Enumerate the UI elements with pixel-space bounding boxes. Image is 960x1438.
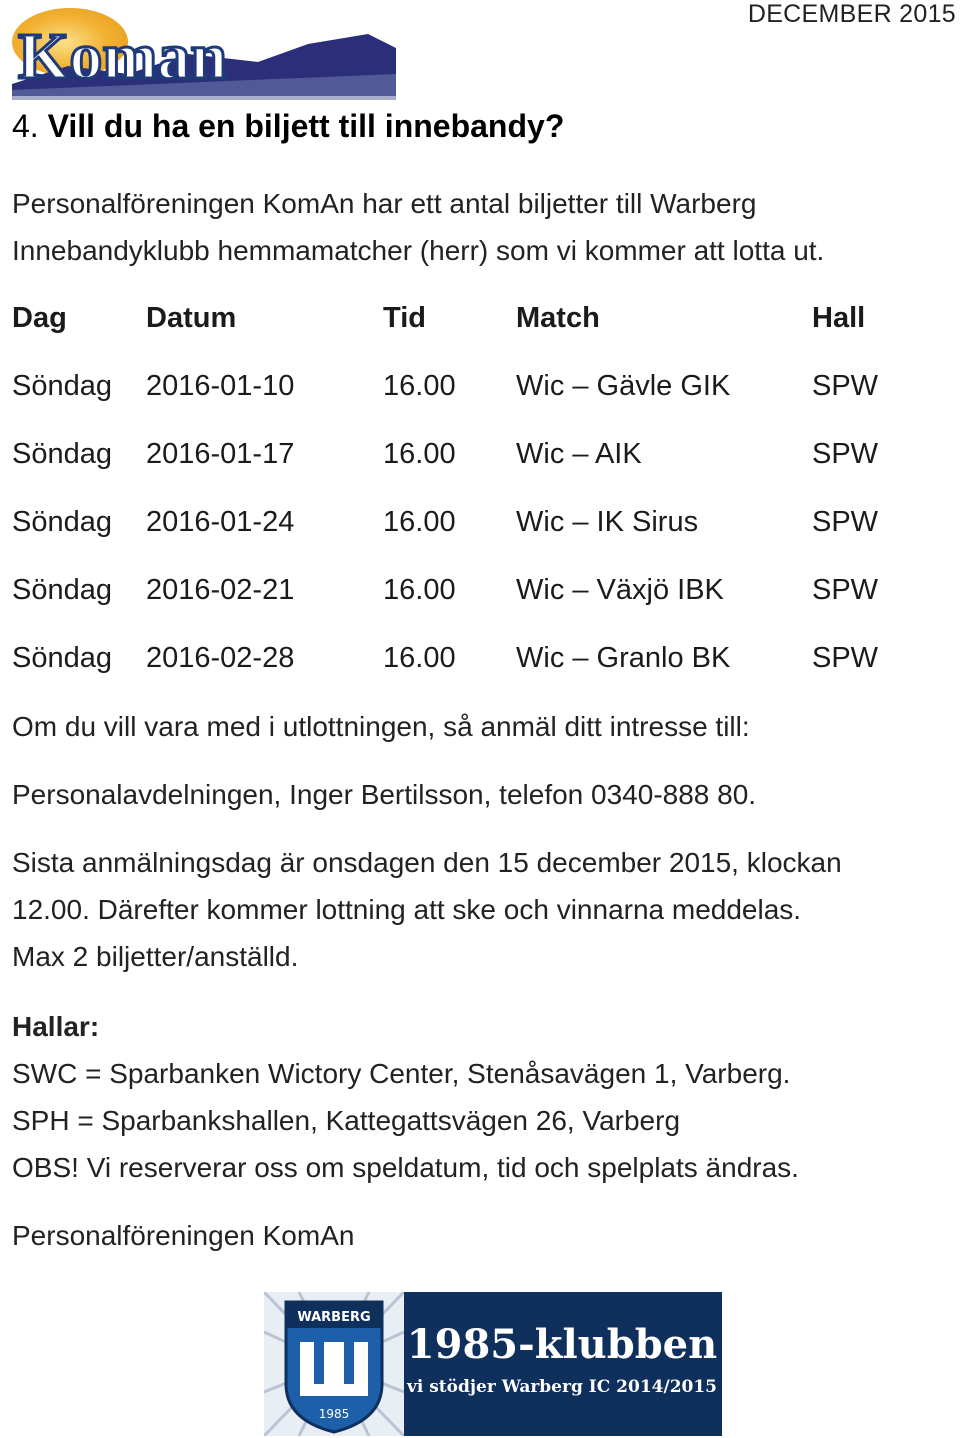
- cell-day: Söndag: [12, 642, 112, 674]
- intro-line: Personalföreningen KomAn har ett antal biljetter till Warberg: [12, 188, 757, 219]
- cell-hall: SPW: [812, 506, 879, 538]
- badge-top-text: WARBERG: [297, 1310, 371, 1325]
- svg-text:Koman: Koman: [18, 20, 228, 93]
- column-header-dag: Dag: [12, 302, 67, 334]
- cell-time: 16.00: [383, 506, 456, 538]
- column-header-hall: Hall: [812, 302, 866, 334]
- section-heading: [12, 108, 564, 145]
- heading-number: 4.: [12, 108, 39, 144]
- signup-line: Om du vill vara med i utlottningen, så anmäl ditt intresse till:: [12, 711, 750, 742]
- cell-time: 16.00: [383, 370, 456, 402]
- cell-match: Wic – Gävle GIK: [516, 370, 731, 402]
- column-header-datum: Datum: [146, 302, 237, 334]
- cell-date: 2016-01-24: [146, 506, 295, 538]
- club-subtitle-text: vi stödjer Warberg IC 2014/2015: [406, 1377, 718, 1397]
- document-date: DECEMBER 2015: [747, 0, 956, 28]
- cell-date: 2016-01-17: [146, 438, 295, 470]
- deadline-line: Max 2 biljetter/anställd.: [12, 941, 299, 972]
- koman-logo: [8, 4, 400, 102]
- cell-time: 16.00: [383, 642, 456, 674]
- hall-line: SWC = Sparbanken Wictory Center, Stenåsavägen 1, Varberg.: [12, 1058, 791, 1089]
- cell-match: Wic – Växjö IBK: [516, 574, 724, 606]
- deadline-line: Sista anmälningsdag är onsdagen den 15 december 2015, klockan: [12, 847, 842, 878]
- column-header-tid: Tid: [383, 302, 426, 334]
- cell-match: Wic – IK Sirus: [516, 506, 699, 538]
- intro-line: Innebandyklubb hemmamatcher (herr) som vi kommer att lotta ut.: [12, 235, 825, 266]
- cell-match: Wic – AIK: [516, 438, 642, 470]
- cell-date: 2016-01-10: [146, 370, 295, 402]
- notice-line: OBS! Vi reserverar oss om speldatum, tid och spelplats ändras.: [12, 1152, 799, 1183]
- signature: Personalföreningen KomAn: [12, 1220, 355, 1251]
- club-title-text: 1985-klubben: [406, 1321, 718, 1368]
- table-header-row: [12, 296, 952, 364]
- cell-day: Söndag: [12, 506, 112, 538]
- halls-title: Hallar:: [12, 1011, 100, 1042]
- heading-title: Vill du ha en biljett till innebandy?: [47, 108, 565, 144]
- cell-day: Söndag: [12, 370, 112, 402]
- hall-line: SPH = Sparbankshallen, Kattegattsvägen 26, Varberg: [12, 1105, 681, 1136]
- cell-hall: SPW: [812, 642, 879, 674]
- table-row: [12, 364, 952, 432]
- cell-date: 2016-02-21: [146, 574, 295, 606]
- cell-day: Söndag: [12, 438, 112, 470]
- table-row: [12, 568, 952, 636]
- cell-hall: SPW: [812, 438, 879, 470]
- deadline-line: 12.00. Därefter kommer lottning att ske och vinnarna meddelas.: [12, 894, 802, 925]
- table-row: [12, 636, 952, 704]
- badge-year-text: 1985: [318, 1407, 350, 1421]
- table-row: [12, 432, 952, 500]
- deadline-paragraph: [12, 839, 842, 980]
- cell-day: Söndag: [12, 574, 112, 606]
- halls-paragraph: [12, 1050, 799, 1191]
- club-1985-logo: [264, 1292, 722, 1436]
- cell-hall: SPW: [812, 574, 879, 606]
- intro-paragraph: [12, 180, 824, 274]
- table-row: [12, 500, 952, 568]
- koman-logo-text: [18, 20, 227, 93]
- match-schedule-table: [12, 296, 952, 704]
- cell-hall: SPW: [812, 370, 879, 402]
- cell-date: 2016-02-28: [146, 642, 295, 674]
- contact-line: Personalavdelningen, Inger Bertilsson, telefon 0340-888 80.: [12, 779, 757, 810]
- cell-match: Wic – Granlo BK: [516, 642, 731, 674]
- cell-time: 16.00: [383, 438, 456, 470]
- column-header-match: Match: [516, 302, 600, 334]
- cell-time: 16.00: [383, 574, 456, 606]
